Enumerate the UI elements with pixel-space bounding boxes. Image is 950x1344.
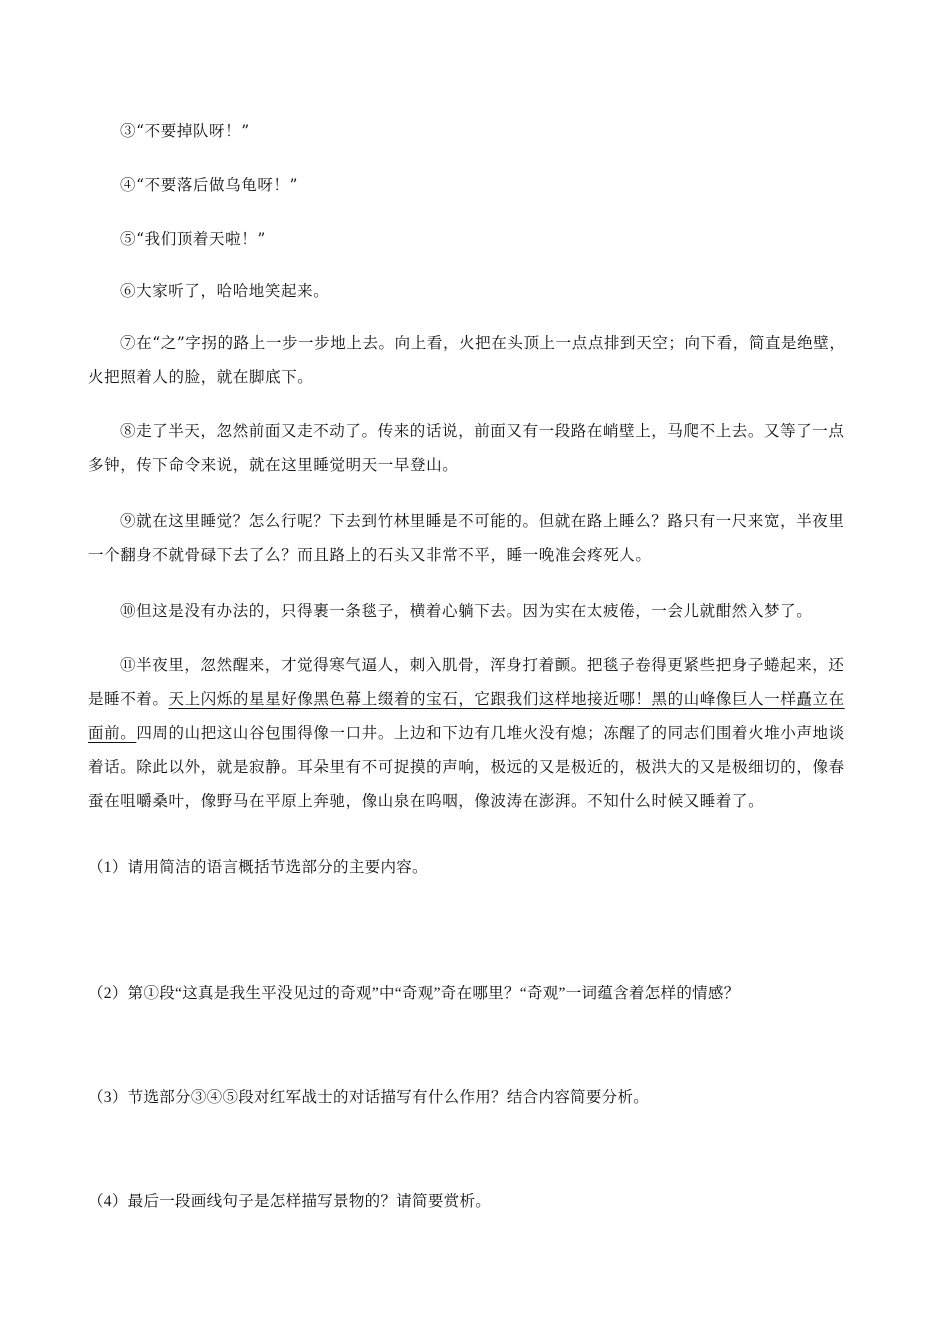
question-2: （2）第①段“这真是我生平没见过的奇观”中“奇观”奇在哪里？“奇观”一词蕴含着怎样的情感？	[88, 985, 740, 1002]
underlined-sentence: 天上闪烁的星星好像黑色幕上缀着的宝石，它跟我们这样地接近哪！黑的山峰像巨人一样矗立在面前。	[88, 690, 845, 742]
question-3: （3）节选部分③④⑤段对红军战士的对话描写有什么作用？结合内容简要分析。	[88, 1089, 650, 1106]
paragraph-7: ⑦在“之”字拐的路上一步一步地上去。向上看，火把在头顶上一点点排到天空；向下看，简直是绝壁，火把照着人的脸，就在脚底下。	[88, 334, 846, 386]
paragraph-10: ⑩但这是没有办法的，只得裹一条毯子，横着心躺下去。因为实在太疲倦，一会儿就酣然入梦了。	[120, 602, 813, 620]
paragraph-6: ⑥大家听了，哈哈地笑起来。	[120, 282, 330, 300]
paragraph-8: ⑧走了半天，忽然前面又走不动了。传来的话说，前面又有一段路在峭壁上，马爬不上去。又等了一点多钟，传下命令来说，就在这里睡觉明天一早登山。	[88, 422, 845, 474]
paragraph-9: ⑨就在这里睡觉？怎么行呢？下去到竹林里睡是不可能的。但就在路上睡么？路只有一尺来宽，半夜里一个翻身不就骨碌下去了么？而且路上的石头又非常不平，睡一晚准会疼死人。	[88, 512, 845, 564]
paragraph-5: ⑤“我们顶着天啦！”	[120, 230, 266, 248]
paragraph-11	[88, 648, 858, 818]
paragraph-3: ③“不要掉队呀！”	[120, 122, 250, 140]
paragraph-4: ④“不要落后做乌龟呀！”	[120, 176, 299, 194]
question-4: （4）最后一段画线句子是怎样描写景物的？请简要赏析。	[88, 1193, 492, 1210]
paragraph-11-start: ⑪半夜里，忽然醒来，才觉得寒气逼人，刺入肌骨，浑身打着颤。把毯子卷得更紧些把身子蜷起来，还是睡不着。	[88, 656, 845, 708]
question-1: （1）请用简洁的语言概括节选部分的主要内容。	[88, 859, 428, 876]
paragraph-11-end: 四周的山把这山谷包围得像一口井。上边和下边有几堆火没有熄；冻醒了的同志们围着火堆小声地谈着话。除此以外，就是寂静。耳朵里有不可捉摸的声响，极远的又是极近的，极洪大的又是极细切的，像春蚕在咀嚼桑叶，像野马在平原上奔驰，像山泉在呜咽，像波涛在澎湃。不知什么时候又睡着了。	[88, 724, 845, 810]
